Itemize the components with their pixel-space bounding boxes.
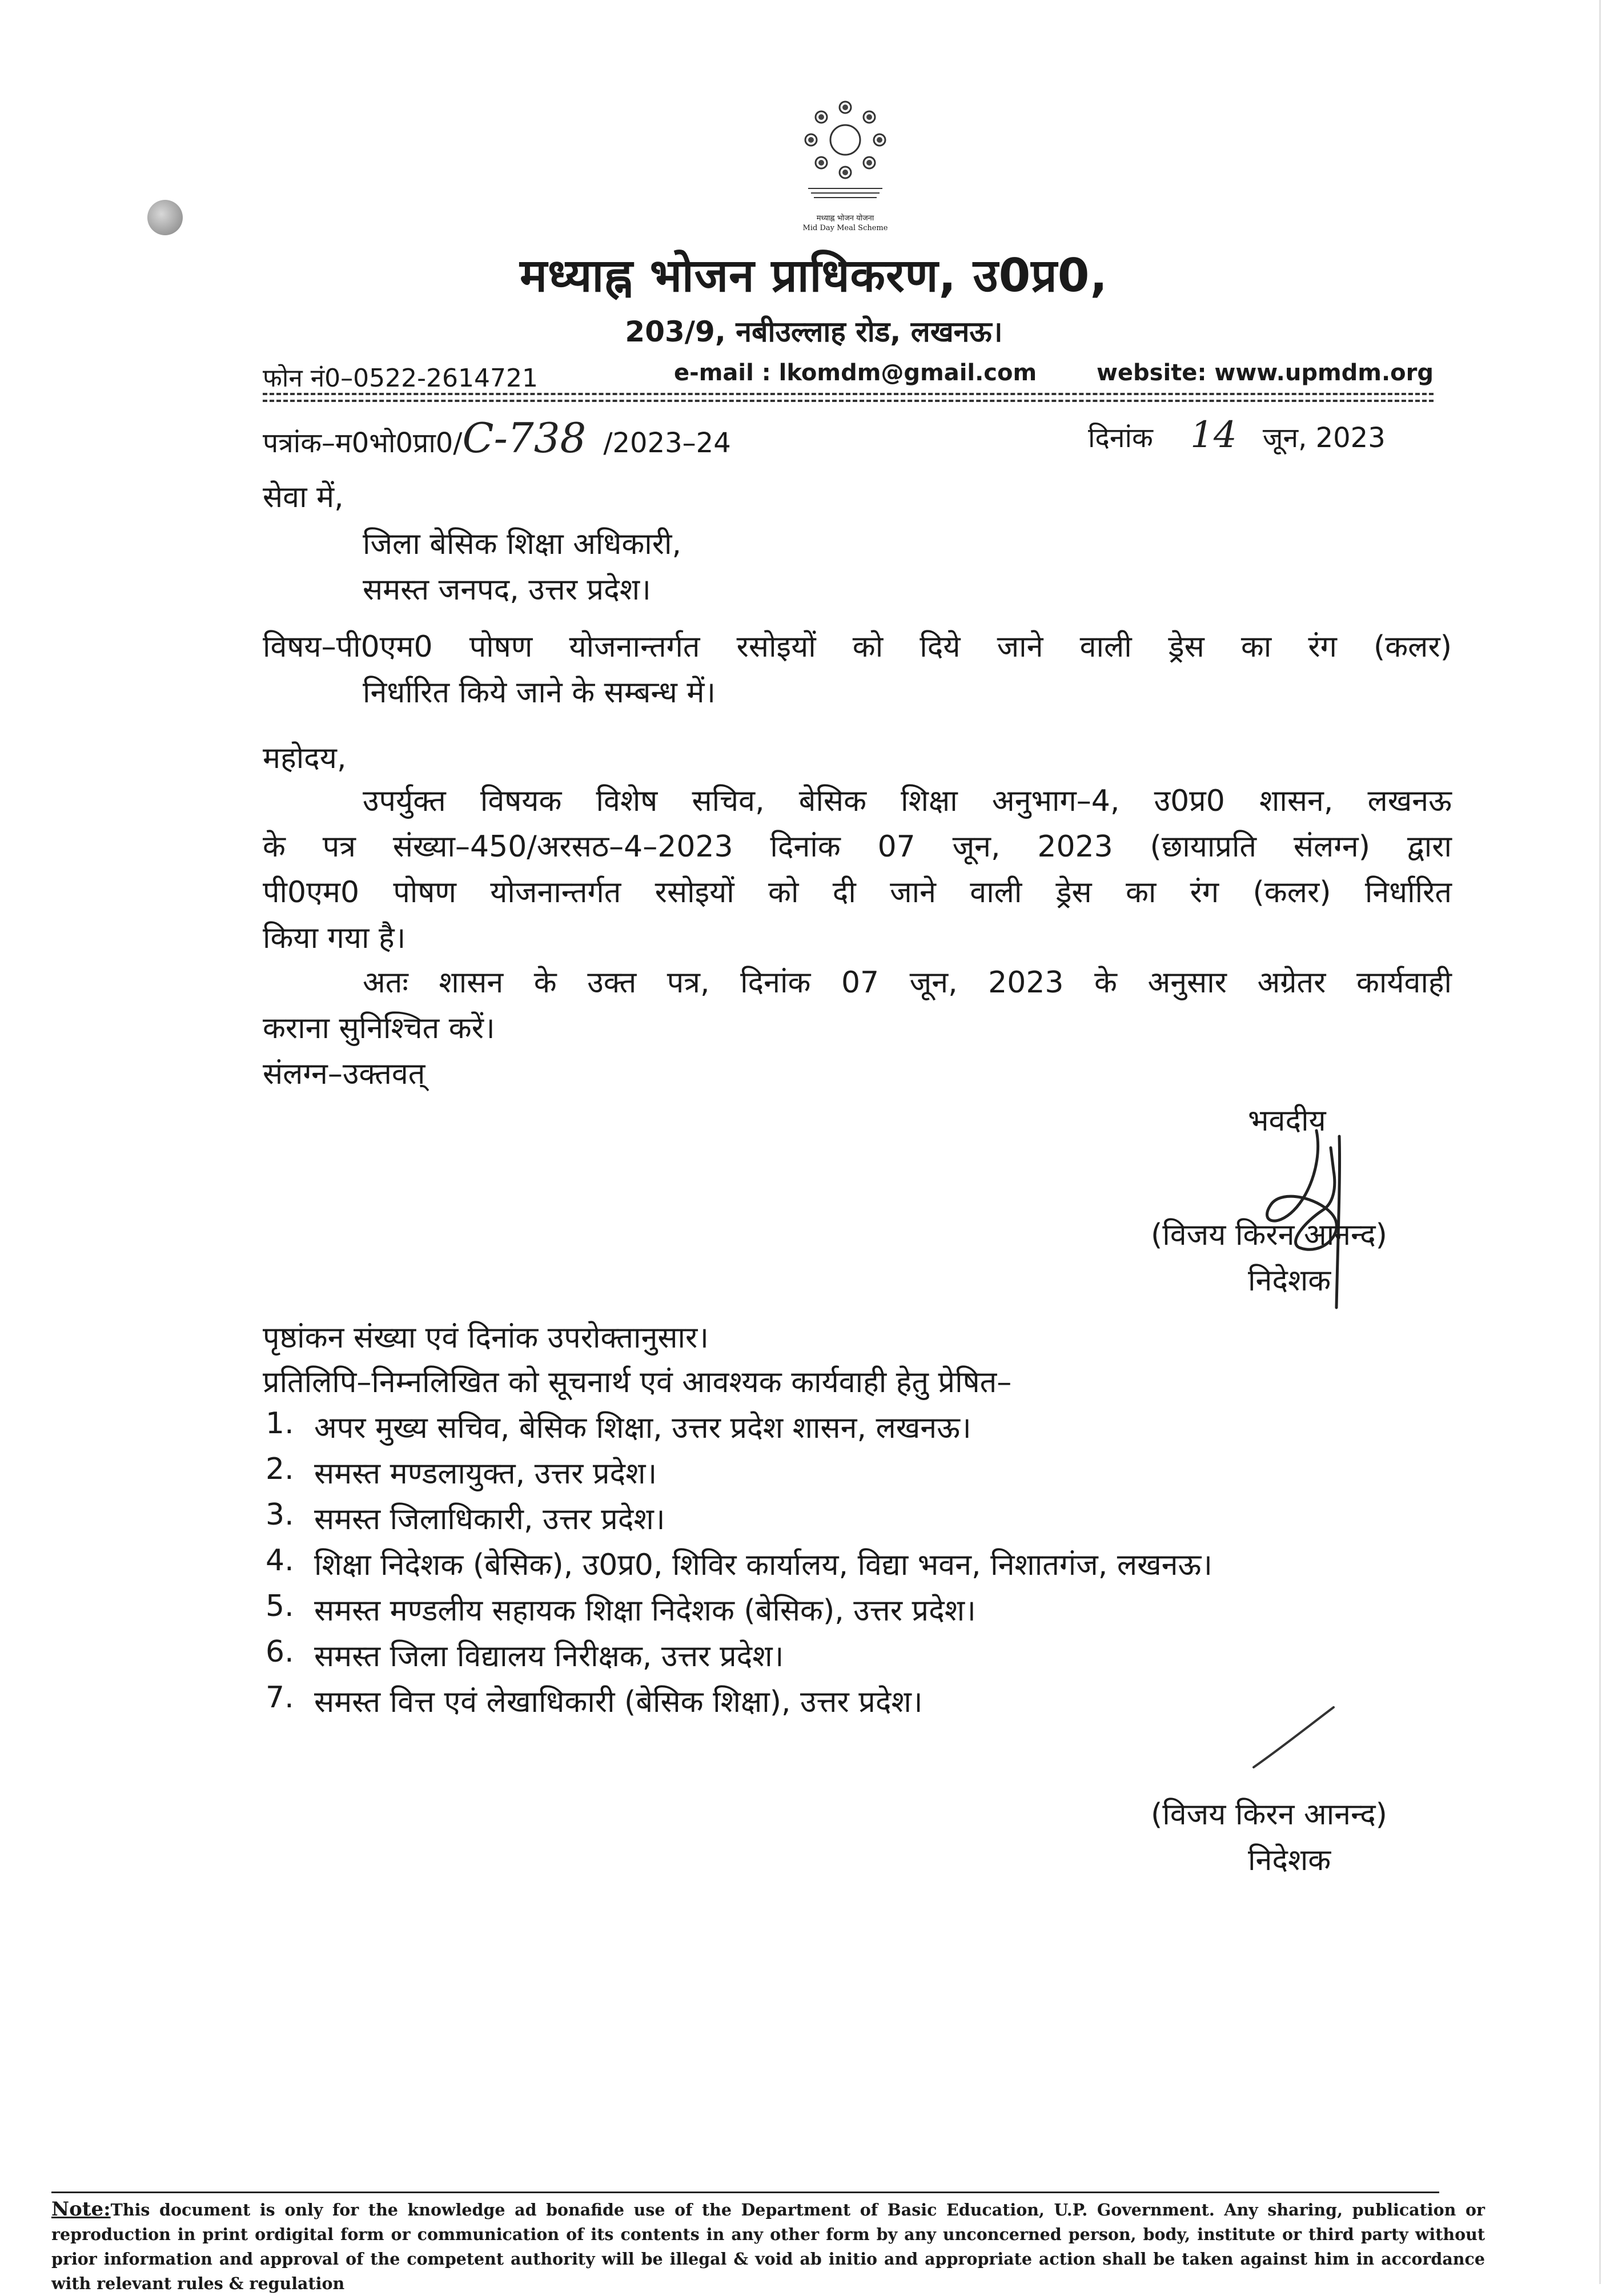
copy-list-number: 3. [266, 1498, 294, 1532]
addressee-line-2: समस्त जनपद, उत्तर प्रदेश। [363, 573, 651, 607]
endorsement-line-1: पृष्ठांकन संख्या एवं दिनांक उपरोक्तानुसार। [263, 1321, 709, 1355]
handwritten-date-day: 14 [1190, 414, 1237, 456]
logo-caption-english: Mid Day Meal Scheme [802, 224, 888, 232]
copy-list-number: 6. [266, 1635, 294, 1669]
copy-list-item: अपर मुख्य सचिव, बेसिक शिक्षा, उत्तर प्रदेश शासन, लखनऊ। [314, 1411, 971, 1445]
header-divider-2 [263, 400, 1434, 402]
body-paragraph-1-line-3: पी0एम0 पोषण योजनान्तर्गत रसोइयों को दी जाने वाली ड्रेस का रंग (कलर) निर्धारित [263, 875, 1452, 910]
signatory-name: (विजय किरन आनन्द) [1151, 1218, 1387, 1252]
scan-edge-line [1599, 0, 1601, 2284]
letter-reference [263, 414, 731, 462]
body-paragraph-1-line-2: के पत्र संख्या–450/अरसठ–4–2023 दिनांक 07 जून, 2023 (छायाप्रति संलग्न) द्वारा [263, 830, 1452, 864]
body-paragraph-2-line-2: कराना सुनिश्चित करें। [263, 1011, 495, 1046]
salutation-to: सेवा में, [263, 480, 344, 514]
letter-date [1088, 414, 1386, 456]
body-paragraph-1-line-4: किया गया है। [263, 921, 406, 955]
signatory-designation: निदेशक [1248, 1264, 1331, 1298]
phone-number: फोन नं0–0522-2614721 [263, 364, 538, 393]
footer-divider [51, 2192, 1439, 2193]
body-paragraph-1-line-1: उपर्युक्त विषयक विशेष सचिव, बेसिक शिक्षा अनुभाग–4, उ0प्र0 शासन, लखनऊ [363, 784, 1452, 818]
body-paragraph-2-line-1: अतः शासन के उक्त पत्र, दिनांक 07 जून, 2023 के अनुसार अग्रेतर कार्यवाही [363, 966, 1452, 1000]
footer-note-text: This document is only for the knowledge ad bonafide use of the Department of Basic Education, U.P. Government. Any sharing, publication or reproduction in print ordigital form or communication of its contents in any other form by any unconcerned person, body, institute or third party without prior information and approval of the competent authority will be illegal & void ab initio and appropriate action shall be taken against him in accordance with relevant rules & regulation [51, 2200, 1485, 2293]
date-label: दिनांक [1088, 422, 1153, 454]
contact-line [263, 360, 1434, 394]
footer-note [51, 2197, 1485, 2296]
header-divider [263, 393, 1434, 395]
copy-list-item: समस्त वित्त एवं लेखाधिकारी (बेसिक शिक्षा), उत्तर प्रदेश। [314, 1685, 923, 1719]
subject-line-2: निर्धारित किये जाने के सम्बन्ध में। [363, 675, 716, 710]
endorsement-signatory-name: (विजय किरन आनन्द) [1151, 1798, 1387, 1832]
organization-name: मध्याह्न भोजन प्राधिकरण, उ0प्र0, [520, 249, 1108, 302]
footer-note-label: Note: [51, 2198, 111, 2221]
copy-list-item: समस्त जिला विद्यालय निरीक्षक, उत्तर प्रदेश। [314, 1639, 784, 1674]
endorsement-line-2: प्रतिलिपि–निम्नलिखित को सूचनार्थ एवं आवश्यक कार्यवाही हेतु प्रेषित– [263, 1365, 1012, 1400]
enclosure-note: संलग्न–उक्तवत् [263, 1057, 425, 1091]
mid-day-meal-logo [788, 91, 902, 211]
website-address: website: www.upmdm.org [1096, 360, 1434, 386]
greeting: महोदय, [263, 741, 347, 775]
subject-line-1: विषय–पी0एम0 पोषण योजनान्तर्गत रसोइयों को दिये जाने वाली ड्रेस का रंग (कलर) [263, 630, 1452, 664]
handwritten-letter-number: C-738 [462, 414, 587, 462]
copy-list-item: समस्त मण्डलायुक्त, उत्तर प्रदेश। [314, 1457, 657, 1491]
copy-list-number: 4. [266, 1543, 294, 1578]
copy-list-number: 5. [266, 1589, 294, 1623]
logo-caption-hindi: मध्याह्न भोजन योजना [816, 214, 874, 223]
copy-list-item: शिक्षा निदेशक (बेसिक), उ0प्र0, शिविर कार्यालय, विद्या भवन, निशातगंज, लखनऊ। [314, 1548, 1212, 1582]
copy-list-item: समस्त मण्डलीय सहायक शिक्षा निदेशक (बेसिक), उत्तर प्रदेश। [314, 1594, 976, 1628]
reference-year: /2023–24 [603, 427, 731, 459]
punch-hole-mark [147, 200, 183, 235]
initials-stroke [1248, 1702, 1339, 1770]
closing-word: भवदीय [1248, 1104, 1326, 1138]
addressee-line-1: जिला बेसिक शिक्षा अधिकारी, [363, 527, 682, 561]
copy-list-number: 2. [266, 1452, 294, 1486]
endorsement-signatory-designation: निदेशक [1248, 1843, 1331, 1877]
email-address: e-mail : lkomdm@gmail.com [674, 360, 1037, 386]
copy-list-number: 1. [266, 1406, 294, 1441]
date-month-year: जून, 2023 [1262, 422, 1386, 454]
copy-list-item: समस्त जिलाधिकारी, उत्तर प्रदेश। [314, 1502, 665, 1537]
reference-prefix: पत्रांक–म0भो0प्रा0/ [263, 427, 463, 459]
organization-address: 203/9, नबीउल्लाह रोड, लखनऊ। [625, 315, 1003, 348]
copy-list-number: 7. [266, 1680, 294, 1715]
